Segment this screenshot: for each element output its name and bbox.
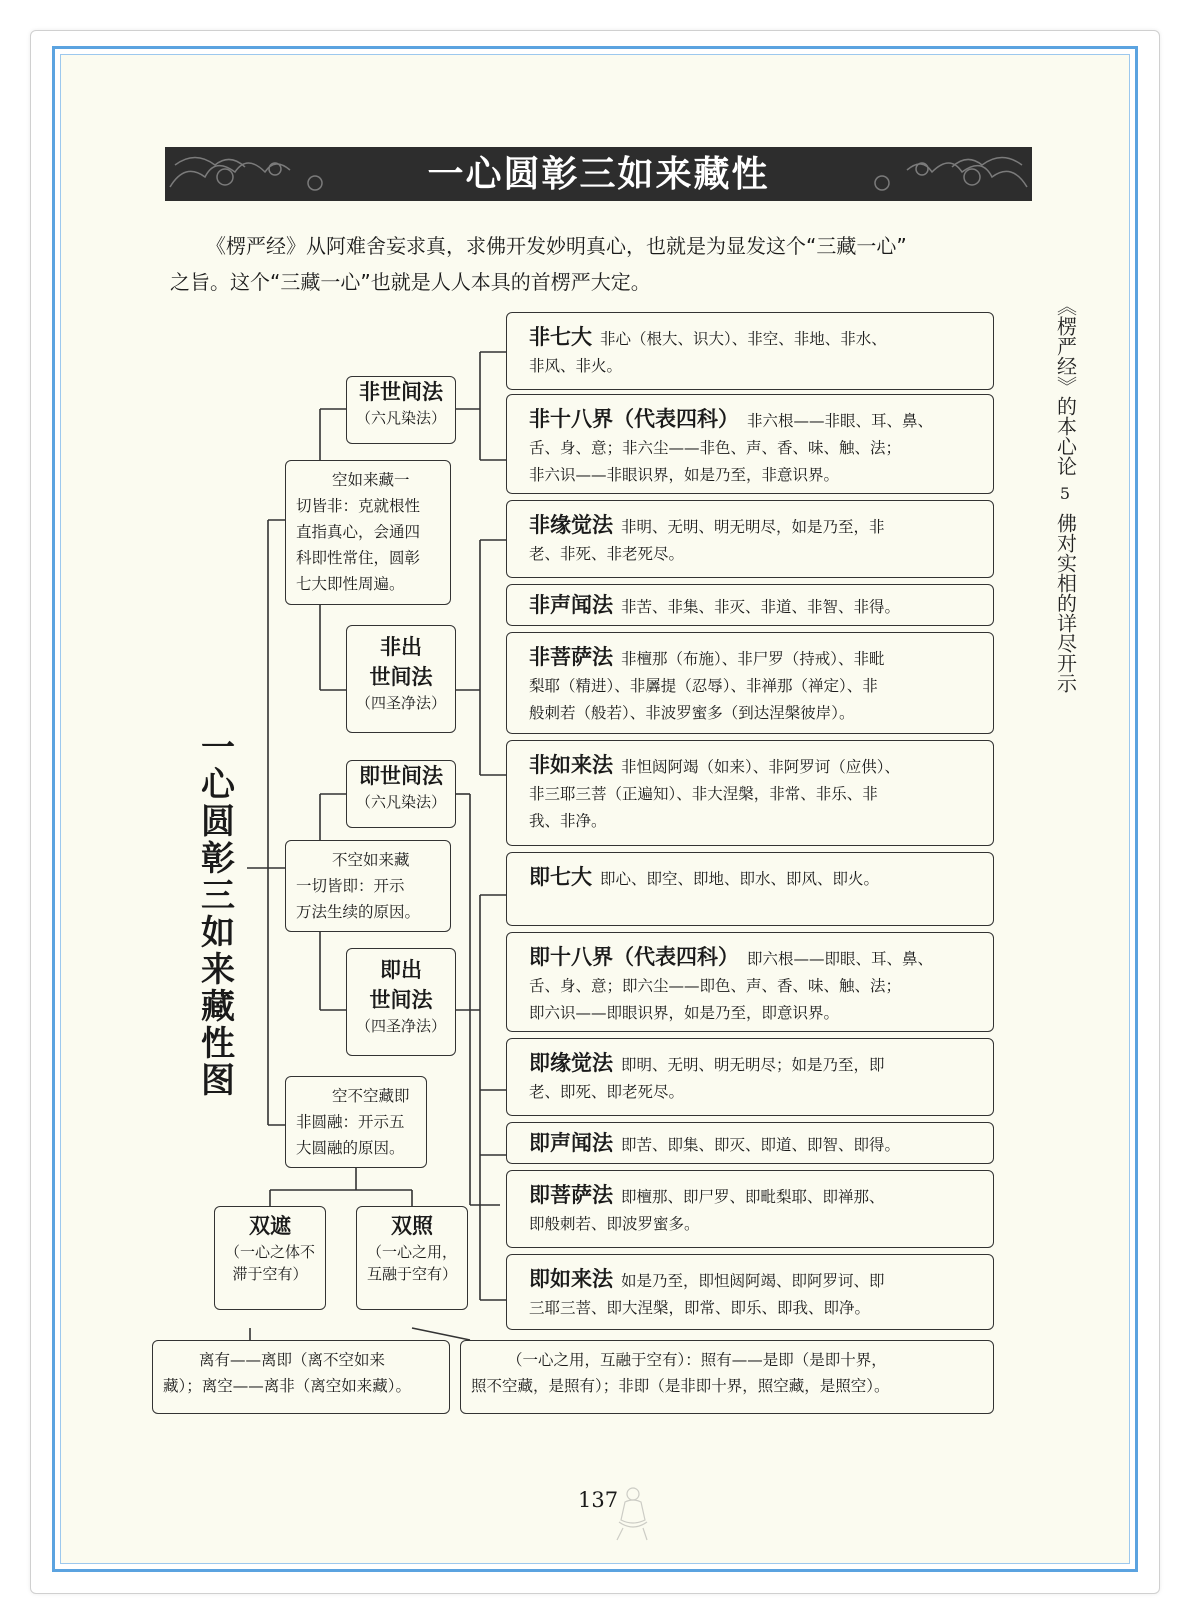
item-text: 非风、非火。 [529,357,623,375]
category-subheading: 互融于空有） [366,1265,457,1283]
item-text: 我、非净。 [529,812,607,830]
item-heading: 非七大 [529,325,592,349]
vertical-title-char: 圆 [201,802,235,842]
item-heading: 非声闻法 [529,593,613,617]
category-subheading: （四圣净法） [355,1017,446,1035]
category-ji-shijian [346,760,456,828]
item-text: 梨耶（精进）、非羼提（忍辱）、非禅那（禅定）、非 [529,677,878,695]
category-fei-shijian [346,376,456,444]
item-text: 非六根——非眼、耳、鼻、 [747,412,934,430]
item-text: 即心、即空、即地、即水、即风、即火。 [600,870,880,888]
category-heading: 世间法 [369,665,433,689]
category-subheading: （一心之用， [366,1243,457,1261]
desc-line: 万法生续的原因。 [296,903,421,921]
item-text: 如是乃至，即怛闼阿竭、即阿罗诃、即 [621,1272,885,1290]
item-text: 即六识——即眼识界，如是乃至，即意识界。 [529,1004,840,1022]
buddha-figure-icon [605,1482,655,1542]
item-fei-pusa [506,632,994,734]
item-text: 非六识——非眼识界，如是乃至，非意识界。 [529,466,840,484]
category-heading: 非出 [380,635,422,659]
item-ji-shibajie [506,932,994,1032]
item-text: 非三耶三菩（正遍知）、非大涅槃，非常、非乐、非 [529,785,878,803]
item-heading: 即如来法 [529,1267,613,1291]
vertical-title-char: 彰 [201,839,235,879]
vertical-title-char: 来 [201,950,235,990]
desc-kongbukong-zang [285,1076,427,1168]
vertical-title-char: 心 [201,765,235,805]
category-heading: 即世间法 [359,764,443,788]
category-heading: 世间法 [369,988,433,1012]
desc-line: 空如来藏一 [332,471,410,489]
item-ji-shengwen [506,1122,994,1164]
item-heading: 即缘觉法 [529,1051,613,1075]
desc-kong-rulaizang [285,460,451,605]
desc-line: 一切皆即：开示 [296,877,405,895]
vertical-title-char: 性 [201,1024,235,1064]
item-text: 老、非死、非老死尽。 [529,545,685,563]
item-text: 即明、无明、明无明尽；如是乃至，即 [621,1056,885,1074]
bottom-shuangzhao-explanation [460,1340,994,1414]
category-subheading: （六凡染法） [355,793,446,811]
item-text: 非明、无明、明无明尽，如是乃至，非 [621,518,885,536]
item-text: 非檀那（布施）、非尸罗（持戒）、非毗 [621,650,885,668]
item-fei-qida [506,312,994,390]
category-fei-chushijian [346,625,456,733]
desc-line: 科即性常住，圆彰 [296,549,421,567]
vertical-diagram-title [198,730,238,1100]
desc-line: 非圆融：开示五 [296,1113,405,1131]
item-ji-yuanjue [506,1038,994,1116]
item-heading: 即十八界（代表四科） [529,945,739,969]
item-text: 舌、身、意；非六尘——非色、声、香、味、触、法； [529,439,902,457]
category-shuangzhao [356,1206,468,1310]
item-fei-shibajie [506,394,994,494]
category-shuangzhe [214,1206,326,1310]
desc-line: 七大即性周遍。 [296,575,405,593]
item-text: 即苦、即集、即灭、即道、即智、即得。 [621,1136,901,1154]
running-head-section: 佛对实相的详尽开示 [1053,513,1078,693]
desc-line: 藏）；离空——离非（离空如来藏）。 [163,1377,412,1395]
item-text: 即檀那、即尸罗、即毗梨耶、即禅那、 [621,1188,885,1206]
item-ji-pusa [506,1170,994,1248]
vertical-title-char: 图 [201,1061,235,1101]
item-heading: 非菩萨法 [529,645,613,669]
running-head-book: 《楞严经》的本心论 [1053,296,1078,476]
desc-line: 大圆融的原因。 [296,1139,405,1157]
item-text: 般刺若（般若）、非波罗蜜多（到达涅槃彼岸）。 [529,704,855,722]
category-heading: 即出 [380,958,422,982]
item-heading: 即声闻法 [529,1131,613,1155]
item-text: 即六根——即眼、耳、鼻、 [747,950,934,968]
desc-line: 空不空藏即 [332,1087,410,1105]
item-fei-rulai [506,740,994,846]
page-number: 137 [578,1488,619,1512]
item-heading: 非如来法 [529,753,613,777]
item-heading: 非缘觉法 [529,513,613,537]
item-text: 舌、身、意；即六尘——即色、声、香、味、触、法； [529,977,902,995]
item-text: 非心（根大、识大）、非空、非地、非水、 [600,330,887,348]
desc-line: 离有——离即（离不空如来 [199,1351,386,1369]
item-text: 即般刺若、即波罗蜜多。 [529,1215,700,1233]
desc-line: （一心之用，互融于空有）：照有——是即（是即十界， [507,1351,887,1369]
running-head-chapter: 5 [1059,484,1071,503]
category-subheading: （四圣净法） [355,694,446,712]
page-title: 一心圆彰三如来藏性 [427,153,770,195]
desc-line: 照不空藏，是照有）；非即（是非即十界，照空藏，是照空）。 [471,1377,890,1395]
vertical-title-char: 如 [201,913,235,953]
item-ji-qida [506,852,994,926]
category-ji-chushijian [346,948,456,1056]
category-subheading: （一心之体不 [224,1243,315,1261]
item-heading: 非十八界（代表四科） [529,407,739,431]
desc-line: 切皆非：克就根性 [296,497,421,515]
desc-bukong-rulaizang [285,840,451,932]
vertical-title-char: 一 [201,728,235,768]
bottom-shuangzhe-explanation [152,1340,450,1414]
item-ji-rulai [506,1254,994,1330]
category-heading: 双照 [391,1214,433,1238]
item-heading: 即菩萨法 [529,1183,613,1207]
category-subheading: （六凡染法） [355,409,446,427]
desc-line: 直指真心，会通四 [296,523,421,541]
intro-line-2: 之旨。这个“三藏一心”也就是人人本具的首楞严大定。 [170,270,651,294]
item-text: 非苦、非集、非灭、非道、非智、非得。 [621,598,901,616]
item-heading: 即七大 [529,865,592,889]
category-heading: 非世间法 [359,380,443,404]
vertical-title-char: 三 [201,876,235,916]
category-heading: 双遮 [249,1214,291,1238]
vertical-title-char: 藏 [201,987,235,1027]
category-subheading: 滞于空有） [232,1265,308,1283]
item-text: 三耶三菩、即大涅槃，即常、即乐、即我、即净。 [529,1299,871,1317]
item-fei-shengwen [506,584,994,626]
item-text: 老、即死、即老死尽。 [529,1083,685,1101]
item-text: 非怛闼阿竭（如来）、非阿罗诃（应供）、 [621,758,901,776]
desc-line: 不空如来藏 [332,851,410,869]
intro-line-1: 《楞严经》从阿难舍妄求真，求佛开发妙明真心，也就是为显发这个“三藏一心” [206,234,907,258]
item-fei-yuanjue [506,500,994,578]
